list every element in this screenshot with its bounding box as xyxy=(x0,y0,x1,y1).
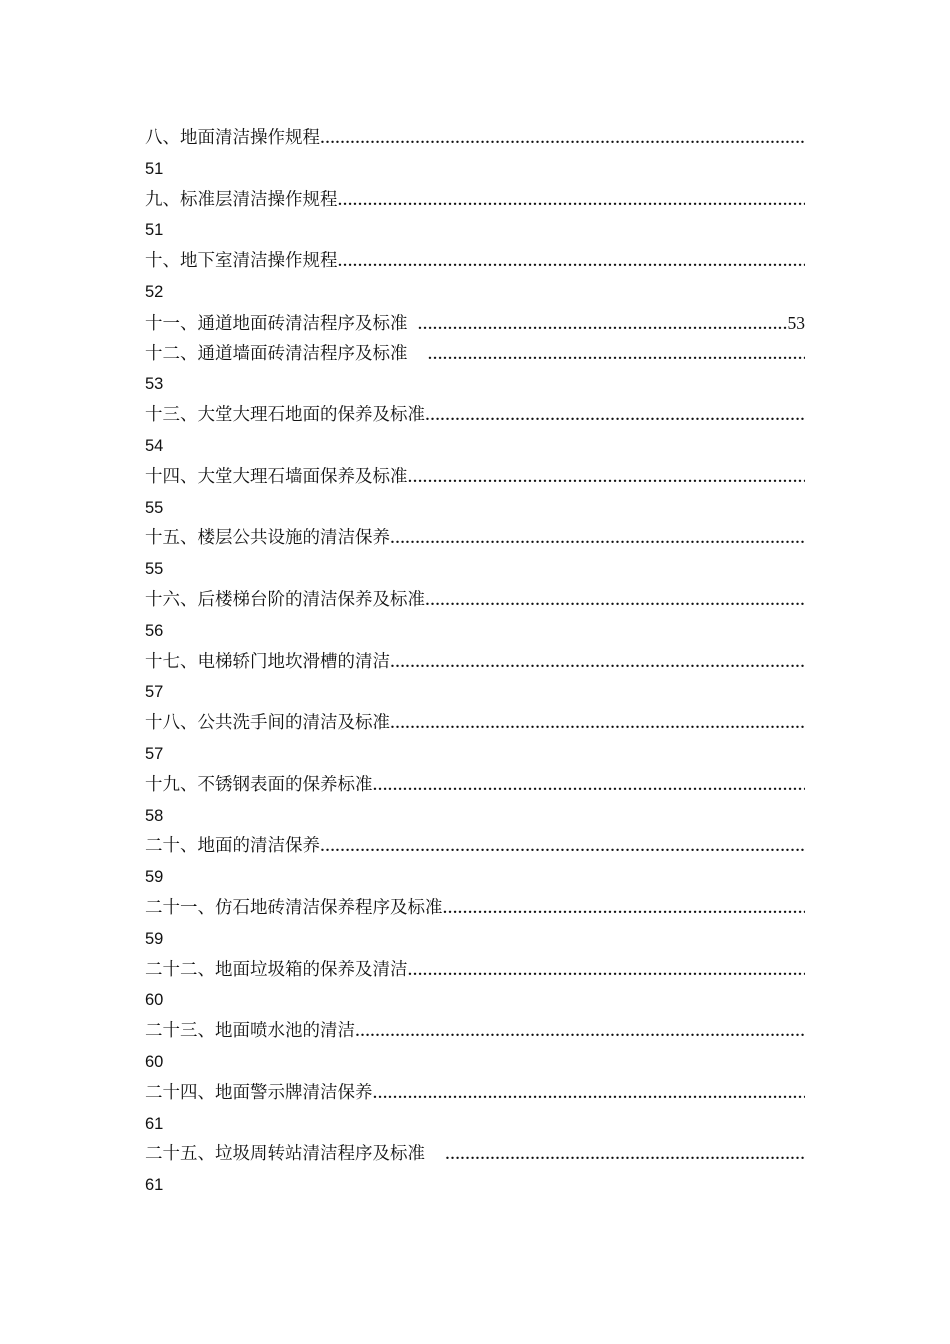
toc-entry[interactable] xyxy=(145,1078,805,1109)
toc-entry-title: 十四、大堂大理石墙面保养及标准 xyxy=(145,466,408,487)
toc-entry-title: 二十三、地面喷水池的清洁 xyxy=(145,1021,355,1042)
toc-page-number: 60 xyxy=(145,991,164,1010)
toc-entry-title: 十、地下室清洁操作规程 xyxy=(145,251,338,272)
toc-page-number: 57 xyxy=(145,683,164,702)
toc-page-number: 51 xyxy=(145,221,164,240)
toc-page-number: 55 xyxy=(145,498,164,517)
toc-entry[interactable] xyxy=(145,585,805,616)
toc-entry-title: 二十四、地面警示牌清洁保养 xyxy=(145,1082,373,1103)
toc-entry[interactable] xyxy=(145,893,805,924)
toc-dot-leader xyxy=(390,709,805,739)
toc-dot-leader xyxy=(338,186,806,216)
toc-entry-title: 十九、不锈钢表面的保养标准 xyxy=(145,774,373,795)
toc-entry-title: 十一、通道地面砖清洁程序及标准 xyxy=(145,313,408,334)
toc-entry[interactable] xyxy=(145,831,805,862)
toc-dot-leader xyxy=(418,310,788,339)
toc-dot-leader xyxy=(425,401,805,431)
toc-dot-leader xyxy=(425,586,805,616)
toc-entry-title: 二十、地面的清洁保养 xyxy=(145,836,320,857)
toc-entry[interactable] xyxy=(145,185,805,216)
toc-entry-title: 十六、后楼梯台阶的清洁保养及标准 xyxy=(145,589,425,610)
toc-page-number: 55 xyxy=(145,560,164,579)
toc-dot-leader xyxy=(408,956,806,986)
toc-dot-leader xyxy=(338,247,806,277)
table-of-contents xyxy=(145,123,805,1201)
toc-entry[interactable] xyxy=(145,123,805,154)
toc-page-number: 61 xyxy=(145,1114,164,1133)
toc-dot-leader xyxy=(428,340,806,370)
toc-page-number: 52 xyxy=(145,282,164,301)
toc-entry-title: 二十一、仿石地砖清洁保养程序及标准 xyxy=(145,897,443,918)
toc-page-number: 59 xyxy=(145,929,164,948)
toc-dot-leader xyxy=(390,648,805,678)
toc-entry-title: 十五、楼层公共设施的清洁保养 xyxy=(145,528,390,549)
toc-dot-leader xyxy=(355,1017,805,1047)
toc-entry-title: 十八、公共洗手间的清洁及标准 xyxy=(145,713,390,734)
toc-entry[interactable] xyxy=(145,523,805,554)
toc-page-number: 58 xyxy=(145,806,164,825)
toc-page-number: 57 xyxy=(145,744,164,763)
toc-page-number: 60 xyxy=(145,1052,164,1071)
toc-entry[interactable] xyxy=(145,1139,805,1170)
toc-page-number: 56 xyxy=(145,621,164,640)
toc-dot-leader xyxy=(445,1140,805,1170)
toc-dot-leader xyxy=(320,124,805,154)
toc-entry-title: 十二、通道墙面砖清洁程序及标准 xyxy=(145,343,408,364)
toc-page-number: 53 xyxy=(787,312,805,333)
toc-page-number: 59 xyxy=(145,868,164,887)
toc-dot-leader xyxy=(390,524,805,554)
toc-entry-title: 二十五、垃圾周转站清洁程序及标准 xyxy=(145,1144,425,1165)
toc-dot-leader xyxy=(408,463,806,493)
toc-entry[interactable] xyxy=(145,339,805,370)
toc-entry[interactable] xyxy=(145,708,805,739)
toc-page-number: 61 xyxy=(145,1176,164,1195)
toc-entry-title: 十三、大堂大理石地面的保养及标准 xyxy=(145,405,425,426)
toc-page-number: 51 xyxy=(145,159,164,178)
toc-entry[interactable] xyxy=(145,647,805,678)
toc-entry-title: 十七、电梯轿门地坎滑槽的清洁 xyxy=(145,651,390,672)
toc-dot-leader xyxy=(373,771,806,801)
toc-entry-title: 八、地面清洁操作规程 xyxy=(145,128,320,148)
toc-dot-leader xyxy=(320,832,805,862)
toc-entry[interactable] xyxy=(145,770,805,801)
toc-page-number: 53 xyxy=(145,375,164,394)
toc-entry-title: 九、标准层清洁操作规程 xyxy=(145,189,338,210)
toc-entry[interactable] xyxy=(145,1016,805,1047)
toc-entry-title: 二十二、地面垃圾箱的保养及清洁 xyxy=(145,959,408,980)
toc-page-number: 54 xyxy=(145,436,164,455)
toc-entry[interactable] xyxy=(145,400,805,431)
toc-dot-leader xyxy=(443,894,806,924)
toc-entry[interactable] xyxy=(145,246,805,277)
toc-entry[interactable] xyxy=(145,462,805,493)
toc-entry[interactable] xyxy=(145,308,805,339)
toc-entry[interactable] xyxy=(145,955,805,986)
toc-dot-leader xyxy=(373,1079,806,1109)
